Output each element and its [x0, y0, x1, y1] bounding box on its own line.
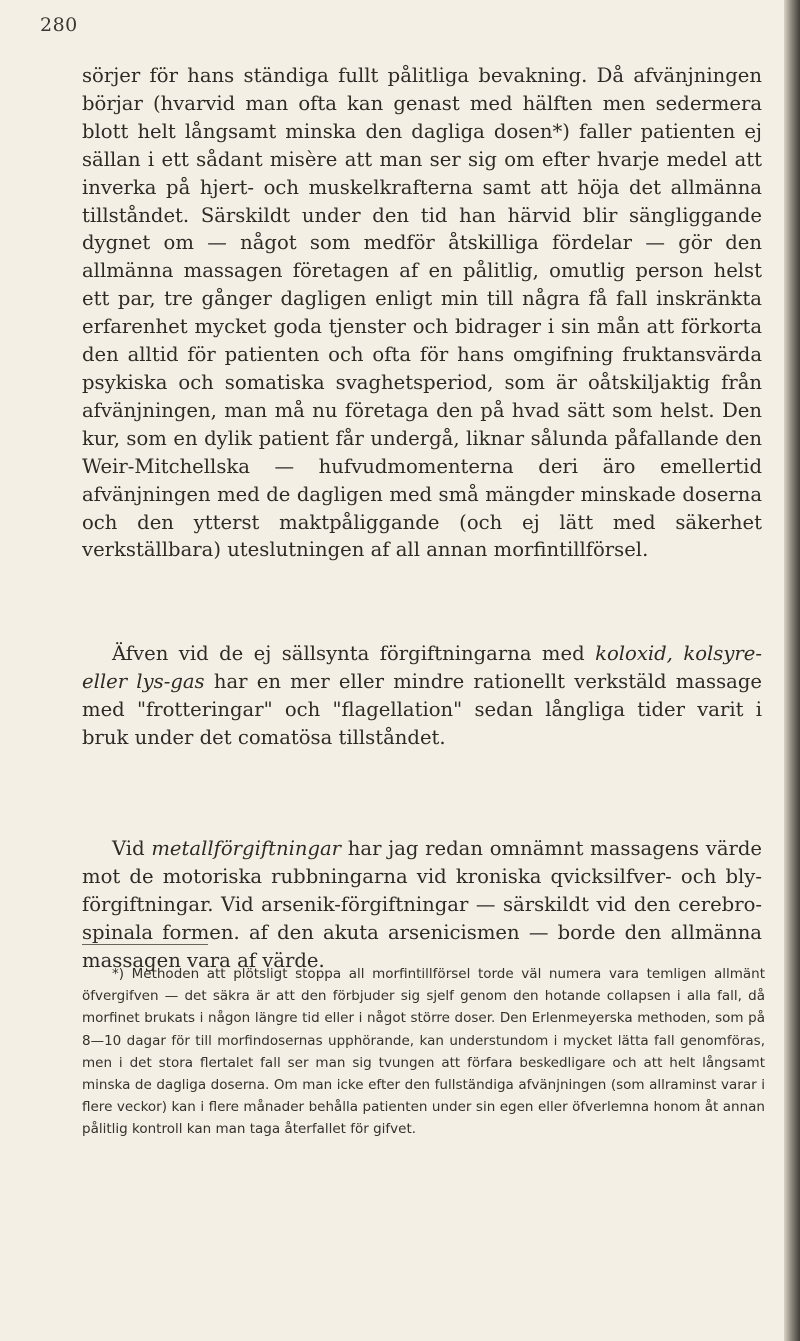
italic-term-metallforgiftningar: metallförgiftningar	[151, 837, 342, 860]
page-number: 280	[40, 14, 78, 36]
paragraph-morphine-withdrawal: sörjer för hans ständiga fullt pålitliga bevakning. Då afvänjningen börjar (hvarvid man ofta kan genast med hälften men sedermera blott helt långsamt minska den dagliga dosen*) faller patienten ej sällan i ett sådant misère att man ser sig om efter hvarje medel att inverka på hjert- och muskelkrafterna samt att höja det allmänna tillståndet. Särskildt under den tid han härvid blir sängliggande dygnet om — något som medför åtskilliga fördelar — gör den allmänna massagen företagen af en pålitlig, omutlig person helst ett par, tre gånger dagligen enligt min till några få fall inskränkta erfarenhet mycket goda tjenster och bidrager i sin mån att förkorta den alltid för patienten och ofta för hans omgifning fruktansvärda psykiska och somatiska svaghetsperiod, som är oåtskiljaktig från afvänjningen, man må nu företaga den på hvad sätt som helst. Den kur, som en dylik patient får undergå, liknar sålunda påfallande den Weir-Mitchellska — hufvudmomenterna deri äro emellertid afvänjningen med de dagligen med små mängder minskade doserna och den ytterst maktpåliggande (och ej lätt med säkerhet verkställbara) uteslutningen af all annan morfintillförsel.	[82, 64, 762, 562]
paragraph-metal-poisoning: Vid metallförgiftningar har jag redan omnämnt massagens värde mot de motoriska rubbningarna vid kroniska qvicksilfver- och bly-förgiftningar. Vid arsenik-förgiftningar — särskildt vid den cerebro-spinala formen. af den akuta arsenicismen — borde den allmänna massagen vara af värde.	[82, 837, 763, 972]
italic-term-lys-gas: eller lys-gas	[82, 669, 205, 693]
footnote-divider	[82, 944, 208, 945]
footnote: *) Methoden att plötsligt stoppa all morfintillförsel torde väl numera vara temligen allmänt öfvergifven — det säkra är att den förbjuder sig sjelf genom den hotande collapsen i alla fall, då morfinet brukats i någon längre tid eller i något större doser. Den Erlenmeyerska methoden, som på 8—10 dagar för till morfindosernas upphörande, kan understundom i mycket lätta fall genomföras, men i det stora flertalet fall ser man sig tvungen att förfara beskedligare och att helt långsamt minska de dagliga doserna. Om man icke efter den fullständiga afvänjningen (som allraminst varar i flere veckor) kan i flere månader behålla patienten under sin egen eller öfverlemna honom åt annan pålitlig kontroll kan man taga återfallet för gifvet.	[82, 966, 765, 1138]
page-binding-edge	[784, 0, 800, 1341]
italic-term-koloxid-kolsyre: koloxid, kolsyre-	[595, 642, 762, 665]
paragraph-gas-poisoning: Äfven vid de ej sällsynta förgiftningarna med koloxid, kolsyre- eller lys-gas har en mer eller mindre rationellt verkstäld massage med "frotteringar" och "flagellation" sedan långliga tider varit i bruk under det comatösa tillståndet.	[82, 642, 762, 749]
